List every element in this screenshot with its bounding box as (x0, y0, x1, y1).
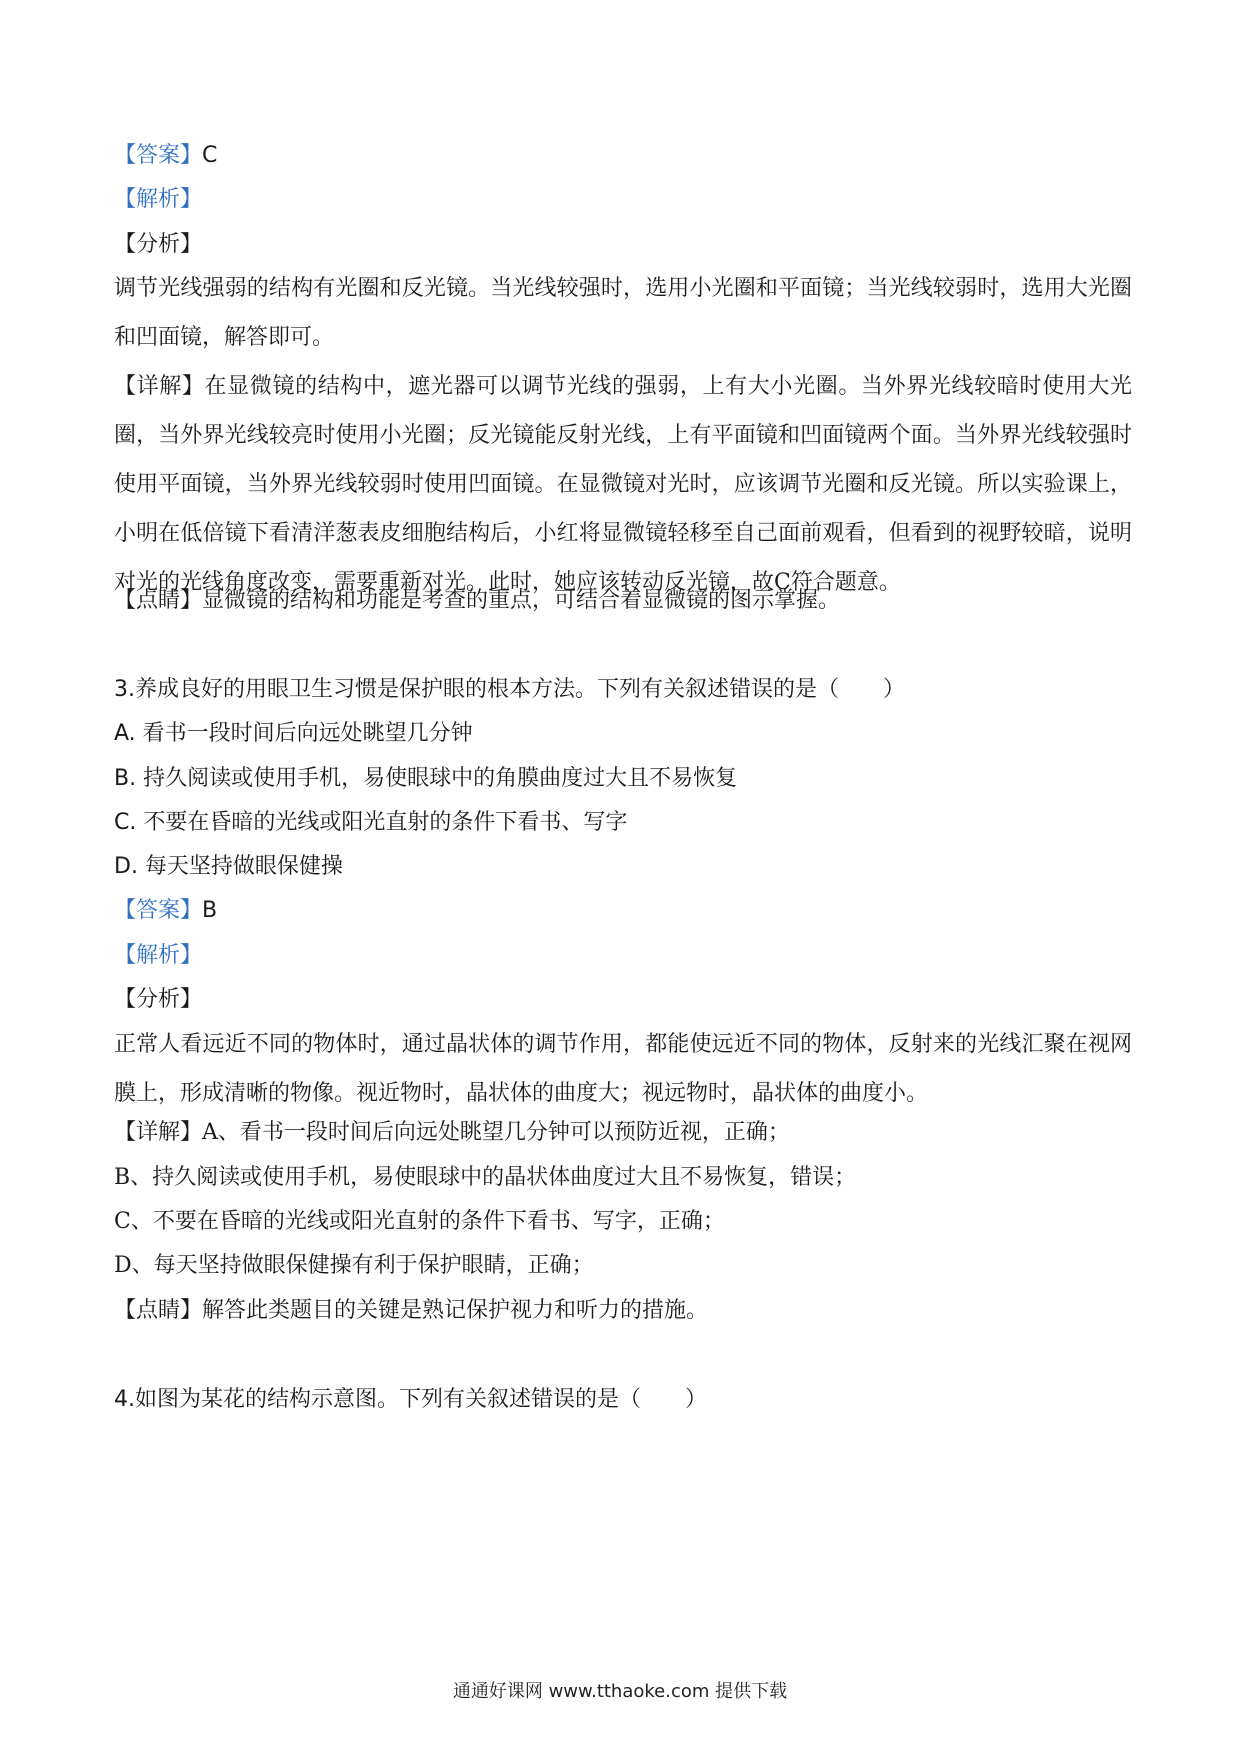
q4-stem: 4.如图为某花的结构示意图。下列有关叙述错误的是（ ） (114, 1387, 707, 1412)
q3-option-d: D. 每天坚持做眼保健操 (114, 854, 343, 879)
q3-jiexi-line (114, 941, 202, 971)
xiangjie-tag: 【详解】 (114, 374, 205, 399)
q3-xiangjie-line-1 (114, 1118, 790, 1148)
q2-dianjing-line (114, 586, 840, 616)
dianjing-tag: 【点睛】 (114, 1298, 203, 1323)
q3-option-c: C. 不要在昏暗的光线或阳光直射的条件下看书、写字 (114, 810, 628, 835)
q2-fenxi-paragraph: 调节光线强弱的结构有光圈和反光镜。当光线较强时，选用小光圈和平面镜；当光线较弱时，选用大光圈和凹面镜，解答即可。 (114, 276, 1132, 350)
fenxi-tag: 【分析】 (114, 232, 203, 257)
q3-answer-line (114, 896, 217, 926)
xiangjie-tag: 【详解】 (114, 1120, 203, 1145)
fenxi-tag: 【分析】 (114, 987, 203, 1012)
xiangjie-item: A、看书一段时间后向远处眺望几分钟可以预防近视，正确； (202, 1120, 790, 1145)
answer-tag: 【答案】 (114, 143, 203, 168)
dianjing-text: 解答此类题目的关键是熟记保护视力和听力的措施。 (202, 1298, 709, 1323)
dianjing-text: 显微镜的结构和功能是考查的重点，可结合着显微镜的图示掌握。 (202, 588, 841, 613)
answer-value: C (202, 143, 218, 168)
q3-xiangjie-line-2: B、持久阅读或使用手机，易使眼球中的晶状体曲度过大且不易恢复，错误； (114, 1165, 857, 1190)
q2-xiangjie-paragraph (114, 362, 1132, 607)
q3-fenxi-paragraph: 正常人看远近不同的物体时，通过晶状体的调节作用，都能使远近不同的物体，反射来的光线汇聚在视网膜上，形成清晰的物像。视近物时，晶状体的曲度大；视远物时，晶状体的曲度小。 (114, 1032, 1132, 1106)
xiangjie-text: 在显微镜的结构中，遮光器可以调节光线的强弱，上有大小光圈。当外界光线较暗时使用大光圈，当外界光线较亮时使用小光圈；反光镜能反射光线，上有平面镜和凹面镜两个面。当外界光线较强时使用平面镜，当外界光线较弱时使用凹面镜。在显微镜对光时，应该调节光圈和反光镜。所以实验课上，小明在低倍镜下看清洋葱表皮细胞结构后，小红将显微镜轻移至自己面前观看，但看到的视野较暗，说明对光的光线角度改变，需要重新对光。此时，她应该转动反光镜，故C符合题意。 (114, 374, 1132, 595)
jiexi-tag: 【解析】 (114, 187, 203, 212)
q3-xiangjie-line-4: D、每天坚持做眼保健操有利于保护眼睛，正确； (114, 1253, 594, 1278)
dianjing-tag: 【点睛】 (114, 588, 203, 613)
q3-fenxi-line (114, 985, 202, 1015)
q3-dianjing-line (114, 1296, 708, 1326)
q3-xiangjie-line-3: C、不要在昏暗的光线或阳光直射的条件下看书、写字，正确； (114, 1209, 725, 1234)
q2-fenxi-line (114, 230, 202, 260)
q3-stem: 3.养成良好的用眼卫生习惯是保护眼的根本方法。下列有关叙述错误的是（ ） (114, 677, 905, 702)
page-footer: 通通好课网 www.tthaoke.com 提供下载 (452, 1681, 788, 1702)
jiexi-tag: 【解析】 (114, 943, 203, 968)
q2-answer-line (114, 141, 217, 171)
answer-value: B (202, 898, 218, 923)
answer-tag: 【答案】 (114, 898, 203, 923)
q2-jiexi-line (114, 185, 202, 215)
q3-option-b: B. 持久阅读或使用手机，易使眼球中的角膜曲度过大且不易恢复 (114, 766, 738, 791)
q3-option-a: A. 看书一段时间后向远处眺望几分钟 (114, 721, 473, 746)
